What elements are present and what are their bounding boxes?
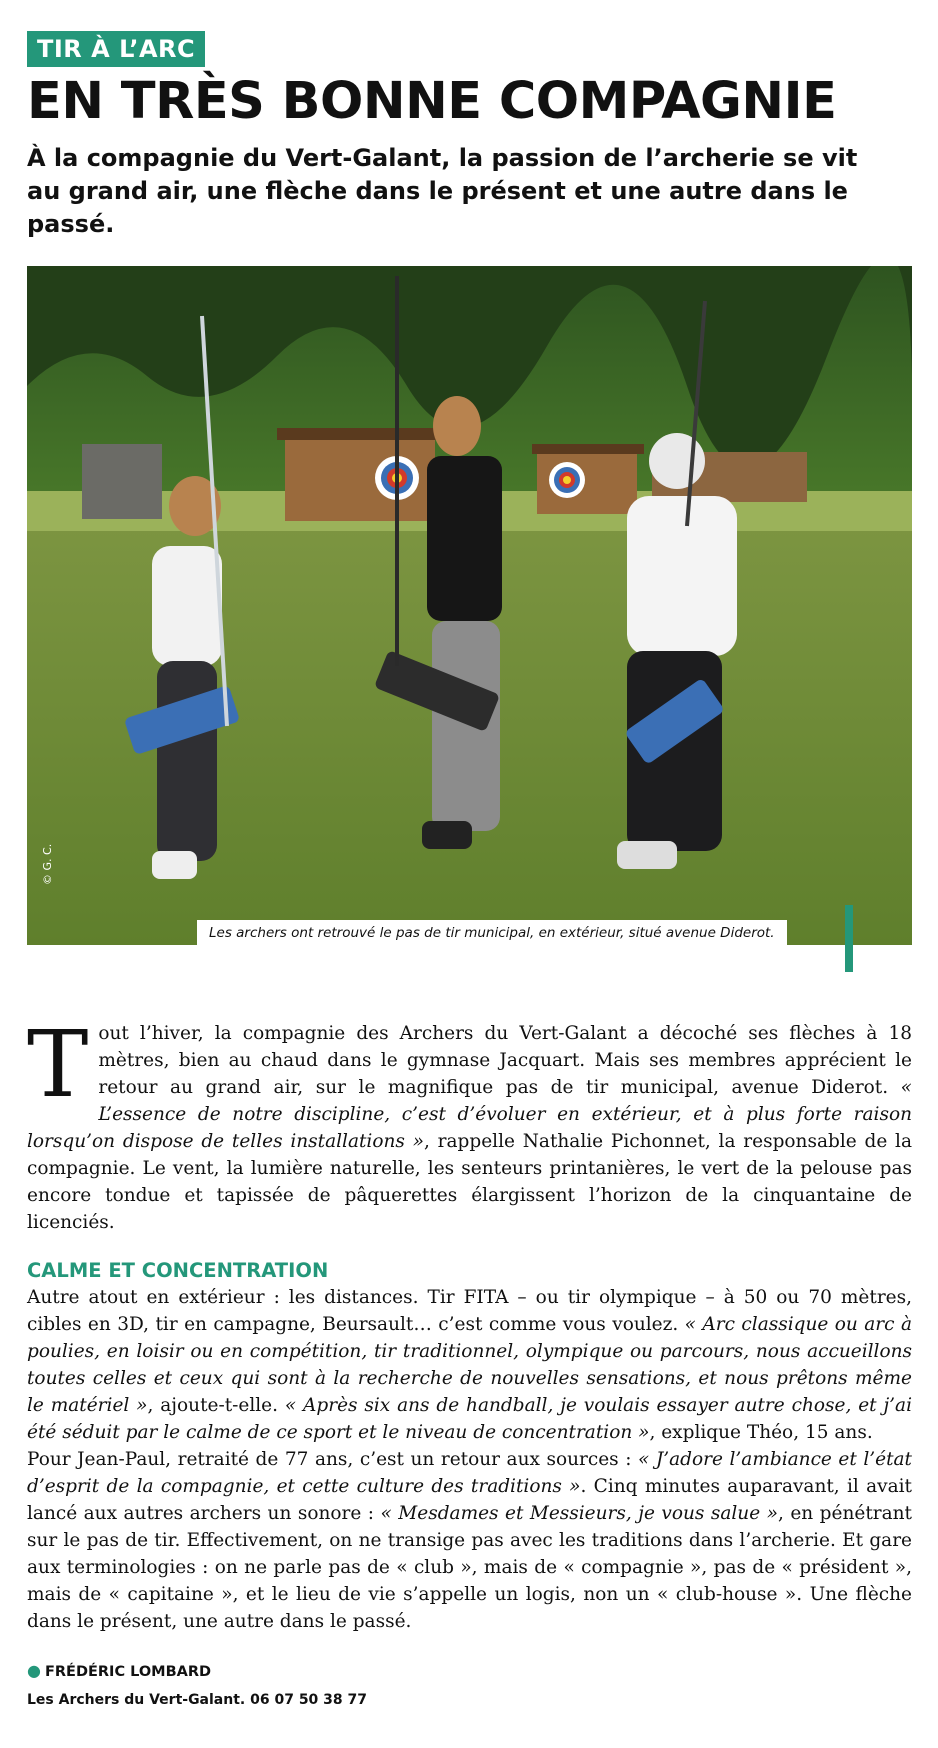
caption-accent-bar xyxy=(845,905,853,972)
author-byline xyxy=(27,1660,211,1683)
p2-text-c: , explique Théo, 15 ans. xyxy=(649,1422,873,1443)
article-title: EN TRÈS BONNE COMPAGNIE xyxy=(27,72,837,131)
intro-paragraph xyxy=(27,1011,912,1236)
standfirst: À la compagnie du Vert-Galant, la passion de l’archerie se vit au grand air, une flèche dans le présent et une autre dans le passé. xyxy=(27,144,858,238)
p3-quote-1: « J’adore l’ambiance et l’état d’esprit de la compagnie, et cette culture des traditions » xyxy=(27,1449,912,1497)
p3-text-a: Pour Jean-Paul, retraité de 77 ans, c’est un retour aux sources : xyxy=(27,1449,638,1470)
archers-photo xyxy=(27,266,912,945)
p2-text-a: Autre atout en extérieur : les distances. Tir FITA – ou tir olympique – à 50 ou 70 mètres, cibles en 3D, tir en campagne, Beursault… c’est comme vous voulez. xyxy=(27,1287,912,1335)
section-paragraph-1 xyxy=(27,1284,912,1446)
photo-credit: © G. C. xyxy=(41,843,54,885)
p3-text-b: . Cinq minutes auparavant, il avait lancé aux autres archers un sonore : xyxy=(27,1476,912,1524)
kicker-label: TIR À L’ARC xyxy=(27,31,205,67)
intro-text xyxy=(27,1011,912,1236)
p3-text-c: , en pénétrant sur le pas de tir. Effectivement, on ne transige pas avec les traditions dans l’archerie. Et gare aux terminologies : on ne parle pas de « club », mais de « compagnie », pas de « président », mais de « capitaine », et le lieu de vie s’appelle un logis, non un « club-house ». Une flèche dans le présent, une autre dans le passé. xyxy=(27,1503,912,1632)
photo-caption: Les archers ont retrouvé le pas de tir municipal, en extérieur, situé avenue Diderot. xyxy=(197,920,787,945)
p3-quote-2: « Mesdames et Messieurs, je vous salue » xyxy=(380,1503,778,1524)
intro-text-end: , rappelle Nathalie Pichonnet, la responsable de la compagnie. Le vent, la lumière naturelle, les senteurs printanières, le vert de la pelouse pas encore tondue et tapissée de pâquerettes élargissent l’horizon de la cinquantaine de licenciés. xyxy=(27,1131,912,1233)
p2-quote-2: « Après six ans de handball, je voulais essayer autre chose, et j’ai été séduit par le calme de ce sport et le niveau de concentration » xyxy=(27,1395,913,1443)
author-name: FRÉDÉRIC LOMBARD xyxy=(44,1664,212,1680)
p2-quote-1: « Arc classique ou arc à poulies, en loisir ou en compétition, tir traditionnel, olympique ou parcours, nous accueillons toutes celles et ceux qui sont à la recherche de nouvelles sensations, et nous prêtons même le matériel » xyxy=(27,1314,912,1416)
intro-text-part: out l’hiver, la compagnie des Archers du Vert-Galant a décoché ses flèches à 18 mètres, bien au chaud dans le gymnase Jacquart. Mais ses membres apprécient le retour au grand air, sur le magnifique pas de tir municipal, avenue Diderot. xyxy=(98,1023,912,1098)
bullet-dot-icon: ● xyxy=(27,1661,41,1680)
intro-quote: « L’essence de notre discipline, c’est d’évoluer en extérieur, et à plus forte raison lorsqu’on dispose de telles installations » xyxy=(27,1077,912,1152)
section-paragraph-2 xyxy=(27,1446,912,1635)
club-contact: Les Archers du Vert-Galant. 06 07 50 38 77 xyxy=(27,1692,368,1708)
archery-range-illustration xyxy=(27,266,912,945)
drop-cap: T xyxy=(27,1011,89,1118)
p2-text-b: , ajoute-t-elle. xyxy=(147,1395,285,1416)
section-subhead: CALME ET CONCENTRATION xyxy=(27,1259,329,1282)
section-body xyxy=(27,1284,912,1635)
